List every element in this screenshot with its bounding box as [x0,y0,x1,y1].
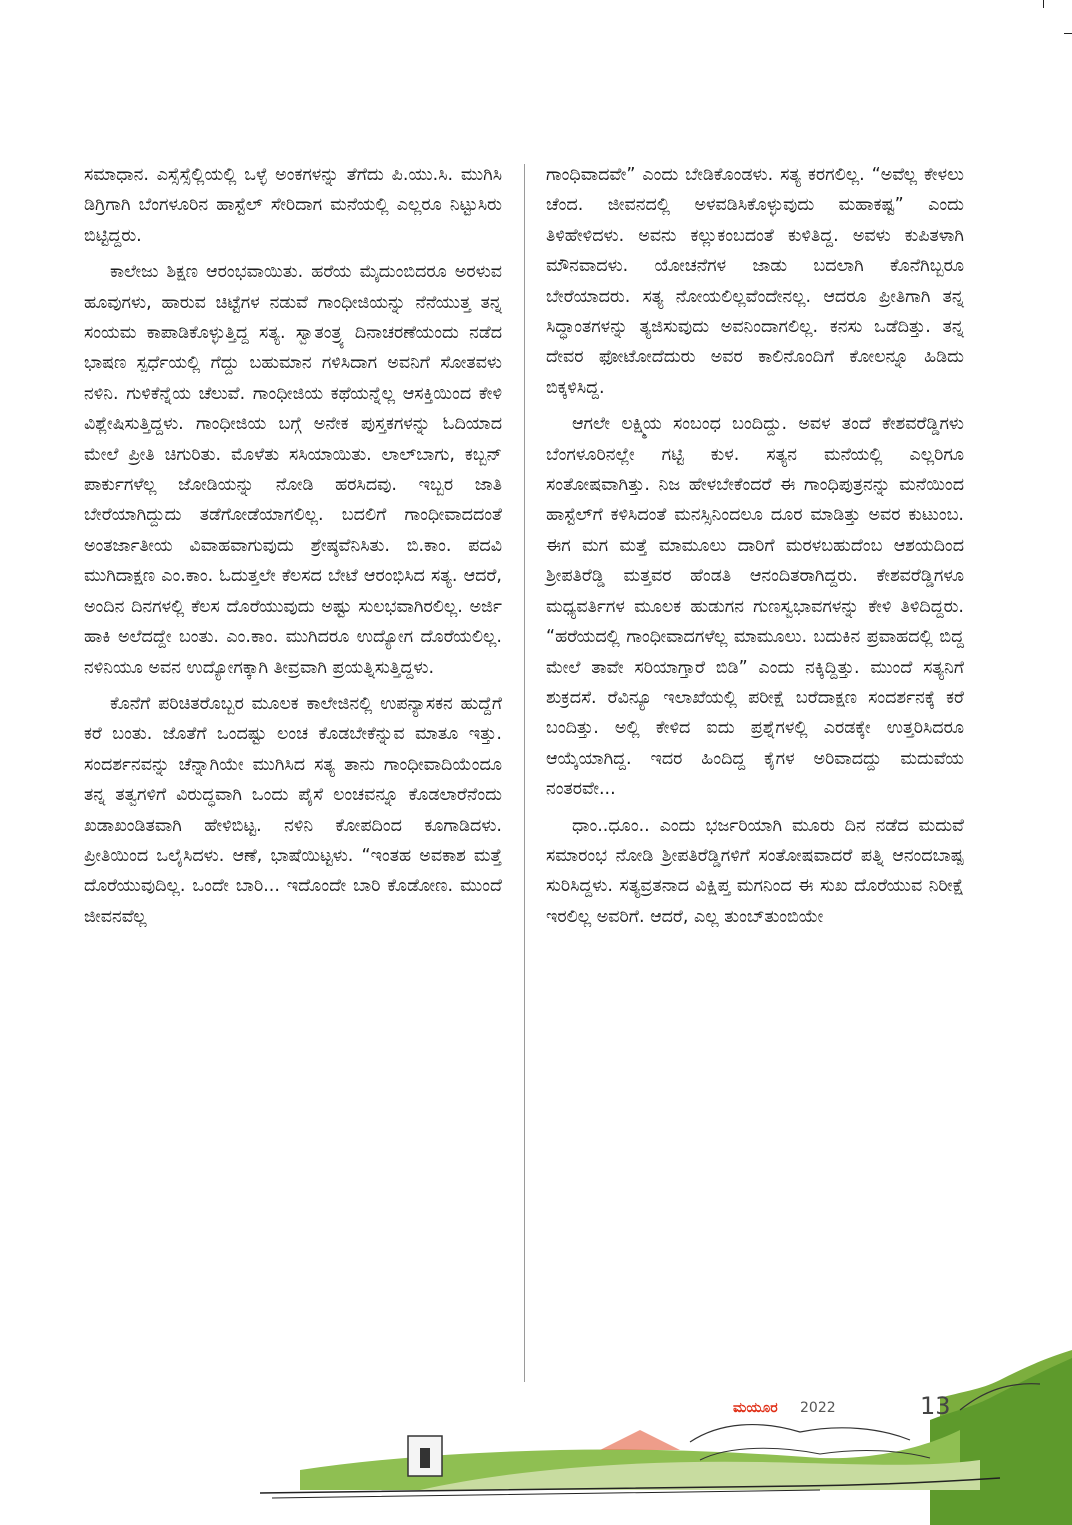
page-number: 13 [920,1392,951,1420]
magazine-logo: ಮಯೂರ [733,1400,778,1416]
paragraph: ಸಮಾಧಾನ. ಎಸ್ಸೆಸ್ಸೆಲ್ಲಿಯಲ್ಲಿ ಒಳ್ಳೆ ಅಂಕಗಳನ್ನು ತೆಗೆದು ಪಿ.ಯು.ಸಿ. ಮುಗಿಸಿ ಡಿಗ್ರಿಗಾಗಿ ಬೆಂಗಳೂರಿನ ಹಾಸ್ಟೆಲ್ ಸೇರಿದಾಗ ಮನೆಯಲ್ಲಿ ಎಲ್ಲರೂ ನಿಟ್ಟುಸಿರು ಬಿಟ್ಟಿದ್ದರು. [84,165,502,246]
landscape-illustration [0,1350,1072,1525]
crop-mark-top [1043,0,1044,8]
paragraph: ಕಾಲೇಜು ಶಿಕ್ಷಣ ಆರಂಭವಾಯಿತು. ಹರೆಯ ಮೈದುಂಬಿದರೂ ಅರಳುವ ಹೂವುಗಳು, ಹಾರುವ ಚಿಟ್ಟೆಗಳ ನಡುವೆ ಗಾಂಧೀಜಿಯನ್ನು ನೆನೆಯುತ್ತ ತನ್ನ ಸಂಯಮ ಕಾಪಾಡಿಕೊಳ್ಳುತ್ತಿದ್ದ ಸತ್ಯ. ಸ್ವಾತಂತ್ರ್ಯ ದಿನಾಚರಣೆಯಂದು ನಡೆದ ಭಾಷಣ ಸ್ಪರ್ಧೆಯಲ್ಲಿ ಗೆದ್ದು ಬಹುಮಾನ ಗಳಿಸಿದಾಗ ಅವನಿಗೆ ಸೋತವಳು ನಳಿನಿ. ಗುಳಿಕೆನ್ನೆಯ ಚೆಲುವೆ. ಗಾಂಧೀಜಿಯ ಕಥೆಯನ್ನೆಲ್ಲ ಆಸಕ್ತಿಯಿಂದ ಕೇಳಿ ವಿಶ್ಲೇಷಿಸುತ್ತಿದ್ದಳು. ಗಾಂಧೀಜಿಯ ಬಗ್ಗೆ ಅನೇಕ ಪುಸ್ತಕಗಳನ್ನು ಓದಿಯಾದ ಮೇಲೆ ಪ್ರೀತಿ ಚಿಗುರಿತು. ಮೊಳೆತು ಸಸಿಯಾಯಿತು. ಲಾಲ್‌ಬಾಗು, ಕಬ್ಬನ್ ಪಾರ್ಕುಗಳೆಲ್ಲ ಜೋಡಿಯನ್ನು ನೋಡಿ ಹರಸಿದವು. ಇಬ್ಬರ ಜಾತಿ ಬೇರೆಯಾಗಿದ್ದುದು ತಡೆಗೋಡೆಯಾಗಲಿಲ್ಲ. ಬದಲಿಗೆ ಗಾಂಧೀವಾದದಂತೆ ಅಂತರ್ಜಾತೀಯ ವಿವಾಹವಾಗುವುದು ಶ್ರೇಷ್ಠವೆನಿಸಿತು. ಬಿ.ಕಾಂ. ಪದವಿ ಮುಗಿದಾಕ್ಷಣ ಎಂ.ಕಾಂ. ಓದುತ್ತಲೇ ಕೆಲಸದ ಬೇಟೆ ಆರಂಭಿಸಿದ ಸತ್ಯ. ಆದರೆ, ಅಂದಿನ ದಿನಗಳಲ್ಲಿ ಕೆಲಸ ದೊರೆಯುವುದು ಅಷ್ಟು ಸುಲಭವಾಗಿರಲಿಲ್ಲ. ಅರ್ಜಿ ಹಾಕಿ ಅಲೆದದ್ದೇ ಬಂತು. ಎಂ.ಕಾಂ. ಮುಗಿದರೂ ಉದ್ಯೋಗ ದೊರೆಯಲಿಲ್ಲ. ನಳಿನಿಯೂ ಅವನ ಉದ್ಯೋಗಕ್ಕಾಗಿ ತೀವ್ರವಾಗಿ ಪ್ರಯತ್ನಿಸುತ್ತಿದ್ದಳು. [84,262,502,678]
right-column [546,160,964,932]
paragraph: ಧಾಂ..ಧೂಂ.. ಎಂದು ಭರ್ಜರಿಯಾಗಿ ಮೂರು ದಿನ ನಡೆದ ಮದುವೆ ಸಮಾರಂಭ ನೋಡಿ ಶ್ರೀಪತಿರೆಡ್ಡಿಗಳಿಗೆ ಸಂತೋಷವಾದರೆ ಪತ್ನಿ ಆನಂದಬಾಷ್ಪ ಸುರಿಸಿದ್ದಳು. ಸತ್ಯವ್ರತನಾದ ವಿಕ್ಷಿಪ್ತ ಮಗನಿಂದ ಈ ಸುಖ ದೊರೆಯುವ ನಿರೀಕ್ಷೆ ಇರಲಿಲ್ಲ ಅವರಿಗೆ. ಆದರೆ, ಎಲ್ಲ ತುಂಬ್‌ತುಂಬಿಯೇ [546,815,964,927]
left-column [84,160,502,932]
crop-mark-right-top [1064,33,1072,34]
issue-date: 2022 [800,1400,836,1416]
paragraph: ಗಾಂಧಿವಾದವೇ” ಎಂದು ಬೇಡಿಕೊಂಡಳು. ಸತ್ಯ ಕರಗಲಿಲ್ಲ. “ಅವೆಲ್ಲ ಕೇಳಲು ಚೆಂದ. ಜೀವನದಲ್ಲಿ ಅಳವಡಿಸಿಕೊಳ್ಳುವುದು ಮಹಾಕಷ್ಟ” ಎಂದು ತಿಳಿಹೇಳಿದಳು. ಅವನು ಕಲ್ಲುಕಂಬದಂತೆ ಕುಳಿತಿದ್ದ. ಅವಳು ಕುಪಿತಳಾಗಿ ಮೌನವಾದಳು. ಯೋಚನೆಗಳ ಜಾಡು ಬದಲಾಗಿ ಕೊನೆಗಿಬ್ಬರೂ ಬೇರೆಯಾದರು. ಸತ್ಯ ನೋಯಲಿಲ್ಲವೆಂದೇನಲ್ಲ. ಆದರೂ ಪ್ರೀತಿಗಾಗಿ ತನ್ನ ಸಿದ್ಧಾಂತಗಳನ್ನು ತ್ಯಜಿಸುವುದು ಅವನಿಂದಾಗಲಿಲ್ಲ. ಕನಸು ಒಡೆದಿತ್ತು. ತನ್ನ ದೇವರ ಫೋಟೋದೆದುರು ಅವರ ಕಾಲಿನೊಂದಿಗೆ ಕೋಲನ್ನೂ ಹಿಡಿದು ಬಿಕ್ಕಳಿಸಿದ್ದ. [546,165,964,398]
paragraph: ಆಗಲೇ ಲಕ್ಷ್ಮಿಯ ಸಂಬಂಧ ಬಂದಿದ್ದು. ಅವಳ ತಂದೆ ಕೇಶವರೆಡ್ಡಿಗಳು ಬೆಂಗಳೂರಿನಲ್ಲೇ ಗಟ್ಟಿ ಕುಳ. ಸತ್ಯನ ಮನೆಯಲ್ಲಿ ಎಲ್ಲರಿಗೂ ಸಂತೋಷವಾಗಿತ್ತು. ನಿಜ ಹೇಳಬೇಕೆಂದರೆ ಈ ಗಾಂಧಿಪುತ್ರನನ್ನು ಮನೆಯಿಂದ ಹಾಸ್ಟೆಲ್‌ಗೆ ಕಳಿಸಿದಂತೆ ಮನಸ್ಸಿನಿಂದಲೂ ದೂರ ಮಾಡಿತ್ತು ಅವರ ಕುಟುಂಬ. ಈಗ ಮಗ ಮತ್ತೆ ಮಾಮೂಲು ದಾರಿಗೆ ಮರಳಬಹುದೆಂಬ ಆಶಯದಿಂದ ಶ್ರೀಪತಿರೆಡ್ಡಿ ಮತ್ತವರ ಹೆಂಡತಿ ಆನಂದಿತರಾಗಿದ್ದರು. ಕೇಶವರೆಡ್ಡಿಗಳೂ ಮಧ್ಯವರ್ತಿಗಳ ಮೂಲಕ ಹುಡುಗನ ಗುಣಸ್ವಭಾವಗಳನ್ನು ಕೇಳಿ ತಿಳಿದಿದ್ದರು. “ಹರೆಯದಲ್ಲಿ ಗಾಂಧೀವಾದಗಳೆಲ್ಲ ಮಾಮೂಲು. ಬದುಕಿನ ಪ್ರವಾಹದಲ್ಲಿ ಬಿದ್ದ ಮೇಲೆ ತಾವೇ ಸರಿಯಾಗ್ತಾರೆ ಬಿಡಿ” ಎಂದು ನಕ್ಕಿದ್ದಿತ್ತು. ಮುಂದೆ ಸತ್ಯನಿಗೆ ಶುಕ್ರದಸೆ. ರೆವಿನ್ಯೂ ಇಲಾಖೆಯಲ್ಲಿ ಪರೀಕ್ಷೆ ಬರೆದಾಕ್ಷಣ ಸಂದರ್ಶನಕ್ಕೆ ಕರೆ ಬಂದಿತ್ತು. ಅಲ್ಲಿ ಕೇಳಿದ ಐದು ಪ್ರಶ್ನೆಗಳಲ್ಲಿ ಎರಡಕ್ಕೇ ಉತ್ತರಿಸಿದರೂ ಆಯ್ಕೆಯಾಗಿದ್ದ. ಇದರ ಹಿಂದಿದ್ದ ಕೈಗಳ ಅರಿವಾದದ್ದು ಮದುವೆಯ ನಂತರವೇ... [546,414,964,800]
paragraph: ಕೊನೆಗೆ ಪರಿಚಿತರೊಬ್ಬರ ಮೂಲಕ ಕಾಲೇಜಿನಲ್ಲಿ ಉಪನ್ಯಾಸಕನ ಹುದ್ದೆಗೆ ಕರೆ ಬಂತು. ಜೊತೆಗೆ ಒಂದಷ್ಟು ಲಂಚ ಕೊಡಬೇಕೆನ್ನುವ ಮಾತೂ ಇತ್ತು. ಸಂದರ್ಶನವನ್ನು ಚೆನ್ನಾಗಿಯೇ ಮುಗಿಸಿದ ಸತ್ಯ ತಾನು ಗಾಂಧೀವಾದಿಯೆಂದೂ ತನ್ನ ತತ್ವಗಳಿಗೆ ವಿರುದ್ಧವಾಗಿ ಒಂದು ಪೈಸೆ ಲಂಚವನ್ನೂ ಕೊಡಲಾರೆನೆಂದು ಖಡಾಖಂಡಿತವಾಗಿ ಹೇಳಿಬಿಟ್ಟ. ನಳಿನಿ ಕೋಪದಿಂದ ಕೂಗಾಡಿದಳು. ಪ್ರೀತಿಯಿಂದ ಒಲೈಸಿದಳು. ಆಣೆ, ಭಾಷೆಯಿಟ್ಟಳು. “ಇಂತಹ ಅವಕಾಶ ಮತ್ತೆ ದೊರೆಯುವುದಿಲ್ಲ. ಒಂದೇ ಬಾರಿ... ಇದೊಂದೇ ಬಾರಿ ಕೊಡೋಣ. ಮುಂದೆ ಜೀವನವೆಲ್ಲ [84,693,502,927]
column-divider [524,164,525,1382]
